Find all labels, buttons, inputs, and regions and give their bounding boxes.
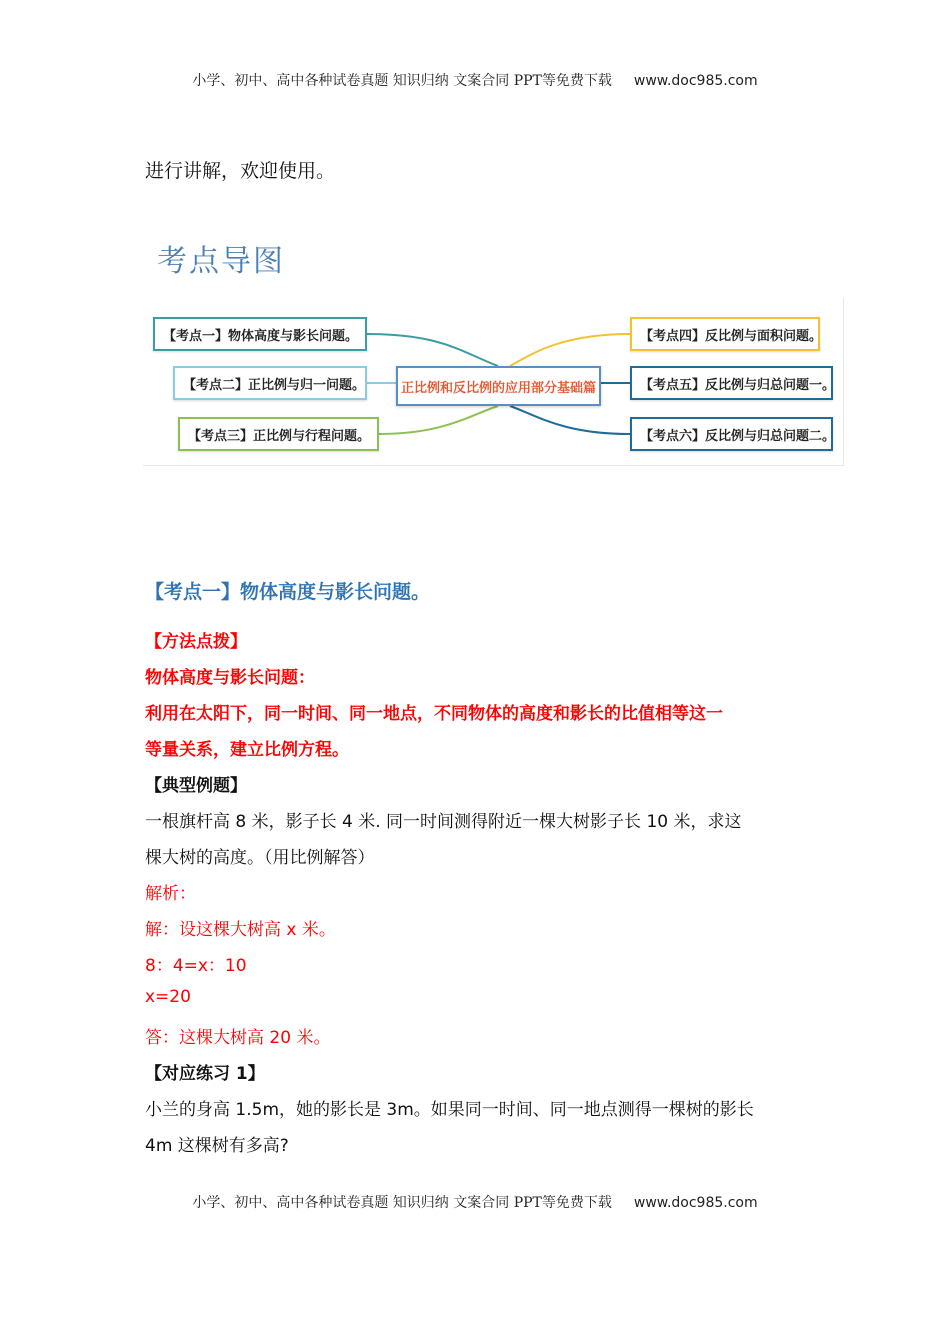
section-title: 考点导图 [157,244,285,279]
node-label: 【考点一】物体高度与影长问题。 [163,328,359,344]
practice-line-2: 4m 这棵树有多高? [145,1136,289,1156]
connector-left-1 [367,334,498,366]
example-label: 【典型例题】 [145,776,247,796]
node-label: 【考点四】反比例与面积问题。 [640,328,823,344]
practice-label: 【对应练习 1】 [145,1064,265,1084]
solution-line-1: 解：设这棵大树高 x 米。 [145,920,336,940]
footer-url[interactable]: www.doc985.com [633,1195,758,1211]
node-label: 【考点三】正比例与行程问题。 [188,428,371,444]
mind-map-node-6 [630,417,836,451]
page-header [0,70,950,90]
node-label: 【考点六】反比例与归总问题二。 [640,428,836,444]
mind-map-node-3 [178,417,379,451]
method-line-2: 等量关系，建立比例方程。 [145,740,349,760]
method-line-1: 利用在太阳下，同一时间、同一地点，不同物体的高度和影长的比值相等这一 [145,704,723,724]
solution-answer: 答：这棵大树高 20 米。 [145,1028,331,1048]
header-text: 小学、初中、高中各种试卷真题 知识归纳 文案合同 PPT等免费下载 [192,73,612,89]
example-line-1: 一根旗杆高 8 米，影子长 4 米. 同一时间测得附近一棵大树影子长 10 米，求这 [145,812,742,832]
connector-right-1 [510,334,630,366]
mind-map-node-4 [630,317,823,351]
method-heading: 物体高度与影长问题： [145,668,315,688]
example-line-2: 棵大树的高度。（用比例解答） [145,848,375,868]
practice-line-1: 小兰的身高 1.5m，她的影长是 3m。如果同一时间、同一地点测得一棵树的影长 [145,1100,754,1120]
connector-right-3 [510,406,630,434]
node-label: 【考点二】正比例与归一问题。 [183,377,366,393]
analysis-label: 解析： [145,884,196,904]
connector-left-3 [379,406,498,434]
center-label: 正比例和反比例的应用部分基础篇 [400,380,596,396]
kaodian1-title: 【考点一】物体高度与影长问题。 [145,581,431,603]
mind-map-node-2 [173,366,367,400]
page-footer [0,1192,950,1212]
footer-text: 小学、初中、高中各种试卷真题 知识归纳 文案合同 PPT等免费下载 [192,1195,612,1211]
method-label: 【方法点拨】 [145,632,247,652]
solution-line-3: x=20 [145,987,191,1007]
header-url[interactable]: www.doc985.com [633,73,758,89]
mind-map-node-5 [630,366,836,400]
mind-map [143,298,844,466]
mind-map-center [396,366,601,406]
mind-map-node-1 [153,317,367,351]
node-label: 【考点五】反比例与归总问题一。 [640,377,836,393]
solution-line-2: 8：4=x：10 [145,956,247,976]
intro-text: 进行讲解，欢迎使用。 [145,160,336,182]
